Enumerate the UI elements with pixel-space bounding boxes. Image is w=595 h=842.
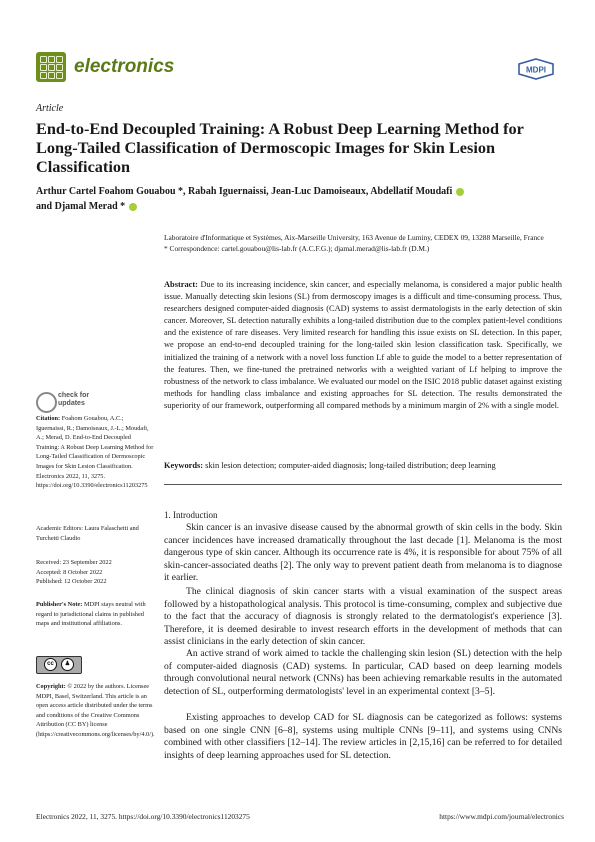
page-footer <box>36 812 564 821</box>
correspondence: * Correspondence: cartel.gouabou@lis-lab.fr (A.C.F.G.); djamal.merad@lis-lab.fr (D.M.) <box>164 243 430 253</box>
accepted-date: Accepted: 8 October 2022 <box>36 568 103 576</box>
abstract-text: Due to its increasing incidence, skin cancer, and especially melanoma, is considered a major public health issue. Manually detecting skin lesions (SL) from dermoscopy images is a difficult and time-consuming process. Thus, researchers designed computer-aided diagnosis (CAD) systems to assist dermatologists in the early detection of skin cancer. Moreover, SL detection naturally exhibits a long-tailed distribution due to the complex patient-level conditions and the existence of rare diseases. Very limited research for handling this issue exists on SL detection. In this paper, we propose an end-to-end decoupled training for the long-tailed skin lesion classification task. Specifically, we initialized the training of a network with a novel loss function Lf able to guide the model to a better representation of the features. Then, we fine-tuned the pretrained networks with a weighted variant of Lf helping to improve the robustness of the network to class imbalance. We evaluated our model on the ISIC 2018 public dataset against existing methods for handling class imbalance and existing approaches for SL detection. The results demonstrated the superiority of our framework, outperforming all compared methods by a minimum margin of 2% with a single model. <box>164 280 562 410</box>
section-heading: 1. Introduction <box>164 510 218 520</box>
affiliation-block <box>164 233 564 254</box>
footer-journal-url[interactable]: https://www.mdpi.com/journal/electronics <box>439 812 564 821</box>
dates-block <box>36 558 154 587</box>
keywords-label: Keywords: <box>164 461 204 470</box>
paragraph: An active strand of work aimed to tackle the challenging skin lesion (SL) detection with the help of computer-aided diagnosis (CAD) systems. In particular, CAD based on deep learning models through convolutional neural network (CNNs) has been achieving remarkable results in the automated detection of SL, outperforming dermatologists' level in an experimental context [3–5]. <box>164 648 562 697</box>
cc-icon: cc <box>44 658 57 671</box>
citation-label: Citation: <box>36 415 61 422</box>
copyright-label: Copyright: <box>36 683 66 690</box>
authors-line-2: and Djamal Merad * <box>36 201 126 212</box>
received-date: Received: 23 September 2022 <box>36 559 112 566</box>
mdpi-logo-icon <box>517 58 555 80</box>
publisher-note-label: Publisher's Note: <box>36 601 83 608</box>
abstract-label: Abstract: <box>164 280 198 289</box>
publisher-note <box>36 600 154 629</box>
check-for-updates-button[interactable] <box>36 392 96 412</box>
copyright-block <box>36 682 154 740</box>
authors-line-1: Arthur Cartel Foahom Gouabou *, Rabah Iguernaissi, Jean-Luc Damoiseaux, Abdellatif Moudafi <box>36 186 453 197</box>
paper-title: End-to-End Decoupled Training: A Robust Deep Learning Method for Long-Tailed Classification of Dermoscopic Images for Skin Lesion Classification <box>36 119 524 176</box>
paragraph: Existing approaches to develop CAD for SL diagnosis can be categorized as follows: systems based on one single CNN [6–8], systems using multiple CNNs [9–11], and systems using CNNs combined with other classifiers [12–14]. The review articles in [2,15,16] can be referred to for detailed insights of deep learning approaches used for SL detection. <box>164 712 562 761</box>
academic-editors: Academic Editors: Laura Falaschetti and Turchetti Claudio <box>36 525 139 542</box>
check-updates-label-1: check for <box>58 392 90 399</box>
orcid-icon[interactable] <box>456 188 464 196</box>
author-list <box>36 184 566 214</box>
published-date: Published: 12 October 2022 <box>36 578 107 586</box>
journal-name: electronics <box>74 56 175 77</box>
cc-by-license-badge[interactable] <box>36 656 82 674</box>
svg-text:MDPI: MDPI <box>526 65 546 75</box>
paragraph: Skin cancer is an invasive disease caused by the abnormal growth of skin cells in the body. Skin cancer incidences have increased dramatically throughout the last decade [1]. Melanoma is the most dangerous type of skin cancer. Although its occurrence rate is 4%, it is responsible for about 75% of all skin-cancer-associated deaths [2]. The only way to prevent patient death from melanoma is to diagnose it earlier. <box>164 522 562 584</box>
publisher-note-text: MDPI stays neutral with regard to jurisdictional claims in published maps and institutional affiliations. <box>36 601 146 628</box>
affiliation-address: Laboratoire d'Informatique et Systèmes, Aix-Marseille University, 163 Avenue de Luminy, CEDEX 09, 13288 Marseille, France <box>164 233 544 242</box>
article-type: Article <box>36 103 64 114</box>
citation-block <box>36 414 154 491</box>
journal-logo-icon <box>36 52 66 82</box>
divider <box>164 484 562 485</box>
keywords-text: skin lesion detection; computer-aided diagnosis; long-tailed distribution; deep learning <box>205 461 496 470</box>
footer-citation[interactable]: Electronics 2022, 11, 3275. https://doi.org/10.3390/electronics11203275 <box>36 812 250 821</box>
by-icon: ♟ <box>61 658 74 671</box>
citation-text: Foahom Gouabou, A.C.; Iguernaissi, R.; Damoiseaux, J.-L.; Moudafi, A.; Merad, D. End-to-End Decoupled Training: A Robust Deep Learning Method for Long-Tailed Classification of Dermoscopic Images for Skin Lesion Classification. Electronics 2022, 11, 3275. https://doi.org/10.3390/electronics11203275 <box>36 415 154 490</box>
check-updates-icon <box>36 392 57 413</box>
keywords <box>164 460 562 472</box>
orcid-icon[interactable] <box>129 203 137 211</box>
abstract <box>164 279 562 412</box>
paragraph: The clinical diagnosis of skin cancer starts with a visual examination of the suspect areas followed by a histopathological analysis. This protocol is time-consuming, complex and subjective due to the fact that the accuracy of diagnosis is strongly related to the dermatologist's experience [3]. Therefore, it is deemed desirable to invest research efforts in the development of methods that can assist clinicians in the early detection of skin cancer. <box>164 586 562 648</box>
check-updates-label-2: updates <box>58 400 85 407</box>
copyright-text: © 2022 by the authors. Licensee MDPI, Basel, Switzerland. This article is an open access article distributed under the terms and conditions of the Creative Commons Attribution (CC BY) license (https://creativecommons.org/licenses/by/4.0/). <box>36 683 155 738</box>
